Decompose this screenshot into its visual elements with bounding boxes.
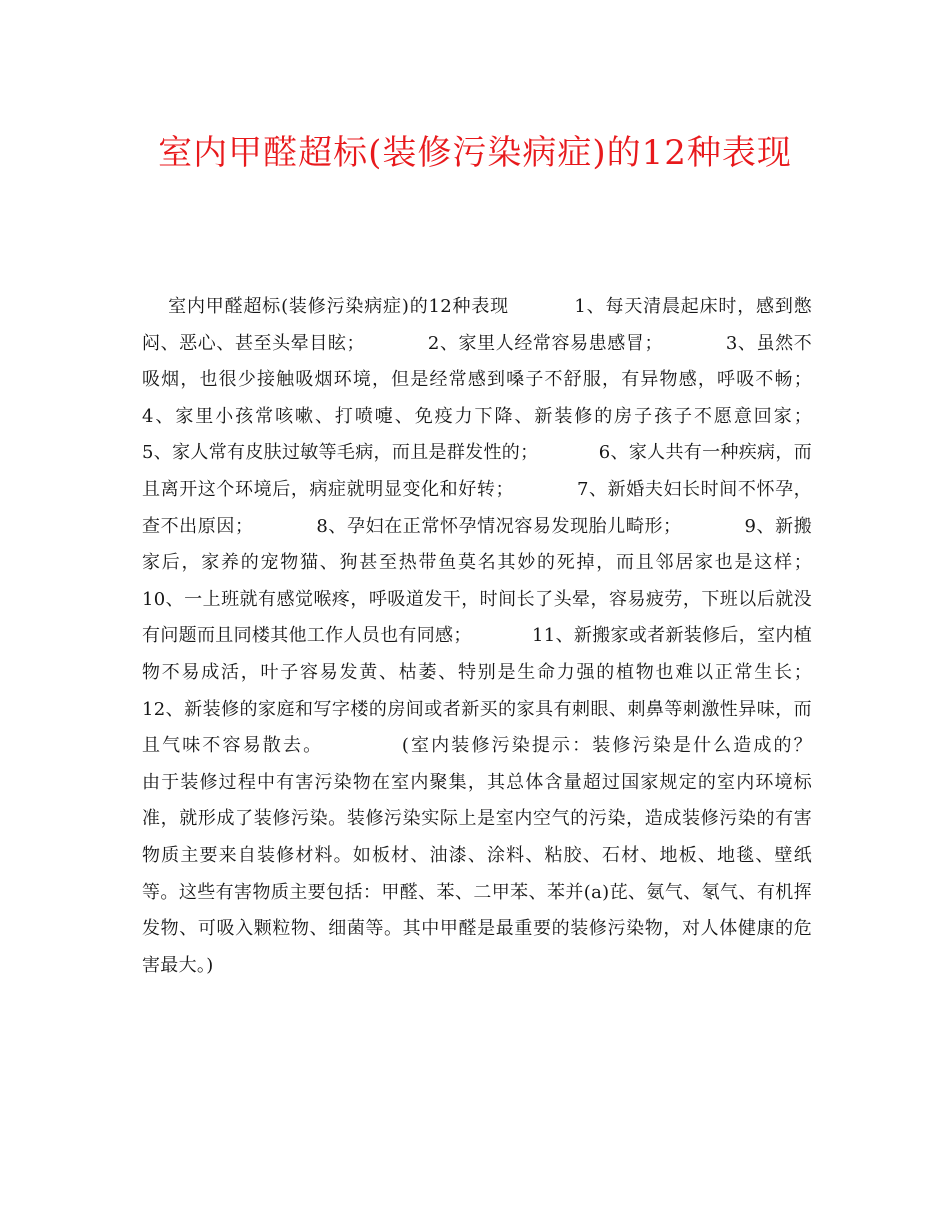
document-title: 室内甲醛超标(装修污染病症)的12种表现 — [158, 133, 792, 173]
document-body: 室内甲醛超标(装修污染病症)的12种表现 1、每天清晨起床时，感到憋闷、恶心、甚至头晕目眩； 2、家里人经常容易患感冒； 3、虽然不吸烟，也很少接触吸烟环境，但是经常感到嗓子不舒服，有异物感，呼吸不畅； 4、家里小孩常咳嗽、打喷嚏、免疫力下降、新装修的房子孩子不愿意回家； 5、家人常有皮肤过敏等毛病，而且是群发性的； 6、家人共有一种疾病，而且离开这个环境后，病症就明显变化和好转； 7、新婚夫妇长时间不怀孕，查不出原因； 8、孕妇在正常怀孕情况容易发现胎儿畸形； 9、新搬家后，家养的宠物猫、狗甚至热带鱼莫名其妙的死掉，而且邻居家也是这样； 10、一上班就有感觉喉疼，呼吸道发干，时间长了头晕，容易疲劳，下班以后就没有问题而且同楼其他工作人员也有同感； 11、新搬家或者新装修后，室内植物不易成活，叶子容易发黄、枯萎、特别是生命力强的植物也难以正常生长； 12、新装修的家庭和写字楼的房间或者新买的家具有刺眼、刺鼻等刺激性异味，而且气味不容易散去。 (室内装修污染提示：装修污染是什么造成的？ 由于装修过程中有害污染物在室内聚集，其总体含量超过国家规定的室内环境标准，就形成了装修污染。装修污染实际上是室内空气的污染，造成装修污染的有害物质主要来自装修材料。如板材、油漆、涂料、粘胶、石材、地板、地毯、壁纸等。这些有害物质主要包括：甲醛、苯、二甲苯、苯并(a)芘、氨气、氡气、有机挥发物、可吸入颗粒物、细菌等。其中甲醛是最重要的装修污染物，对人体健康的危害最大。) — [142, 296, 873, 976]
